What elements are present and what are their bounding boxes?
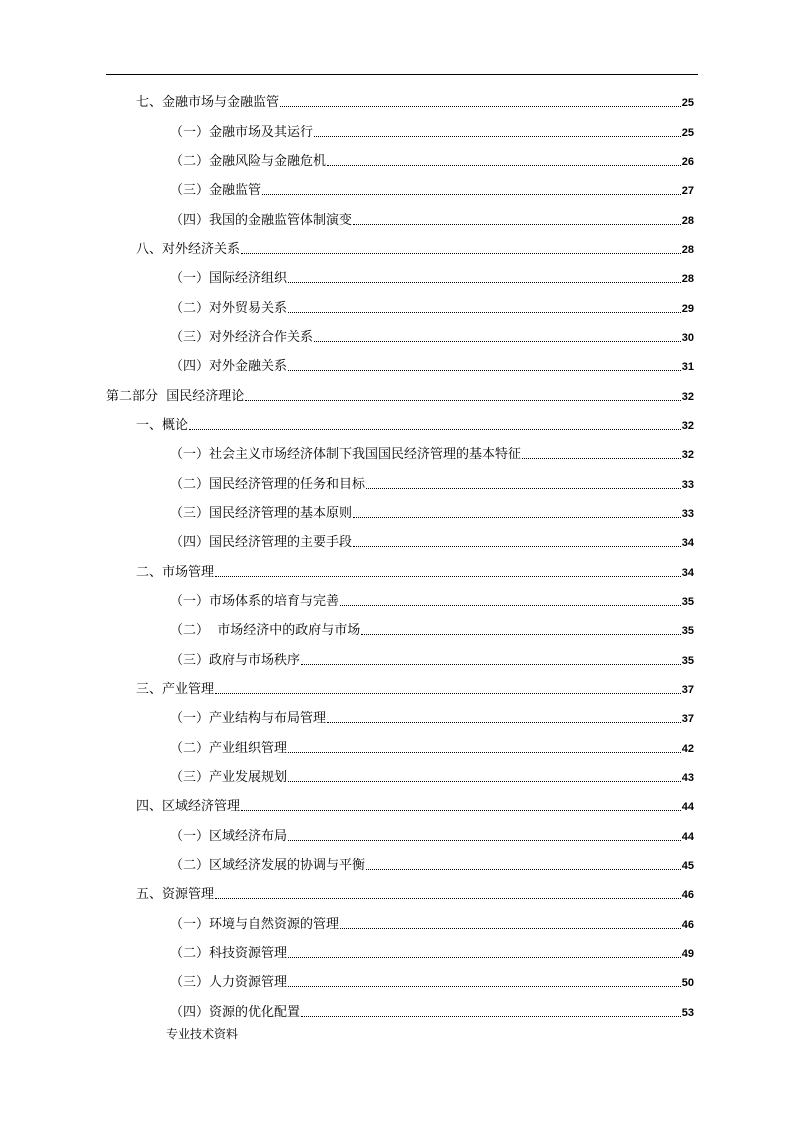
toc-page-number: 46: [681, 918, 694, 931]
toc-entry[interactable]: [0, 229, 794, 258]
toc-entry[interactable]: [0, 903, 794, 932]
toc-dot-leader: [314, 136, 681, 137]
toc-entry[interactable]: [0, 991, 794, 1020]
toc-page-number: 31: [681, 361, 694, 374]
toc-entry[interactable]: [0, 727, 794, 756]
toc-entry-title: （三）人力资源管理: [170, 975, 288, 991]
toc-page-number: 28: [681, 214, 694, 227]
toc-dot-leader: [340, 605, 681, 606]
toc-page-number: 50: [681, 977, 694, 990]
toc-page-number: 42: [681, 742, 694, 755]
toc-page-number: 25: [681, 97, 694, 110]
toc-dot-leader: [288, 957, 681, 958]
toc-entry[interactable]: [0, 669, 794, 698]
toc-page-number: 33: [681, 478, 694, 491]
toc-dot-leader: [288, 752, 681, 753]
toc-entry-title: （三）国民经济管理的基本原则: [170, 505, 353, 521]
toc-entry-title: （四）国民经济管理的主要手段: [170, 535, 353, 551]
toc-dot-leader: [215, 576, 681, 577]
toc-entry-title: （一）国际经济组织: [170, 271, 288, 287]
toc-entry-title: （一）区域经济布局: [170, 828, 288, 844]
toc-entry[interactable]: [0, 786, 794, 815]
toc-page-number: 53: [681, 1006, 694, 1019]
toc-entry[interactable]: [0, 199, 794, 228]
toc-entry[interactable]: [0, 639, 794, 668]
toc-dot-leader: [366, 869, 681, 870]
toc-page-number: 34: [681, 566, 694, 579]
toc-entry[interactable]: [0, 170, 794, 199]
toc-entry-title: （一）环境与自然资源的管理: [170, 916, 340, 932]
toc-page-number: 27: [681, 185, 694, 198]
toc-page-number: 35: [681, 595, 694, 608]
toc-entry[interactable]: [0, 463, 794, 492]
toc-entry[interactable]: [0, 933, 794, 962]
toc-dot-leader: [361, 634, 680, 635]
toc-entry[interactable]: [0, 581, 794, 610]
toc-dot-leader: [241, 253, 681, 254]
toc-entry-title: （二） 市场经济中的政府与市场: [170, 623, 361, 639]
toc-entry-title: 第二部分 国民经济理论: [106, 388, 245, 404]
toc-dot-leader: [353, 546, 681, 547]
toc-entry[interactable]: [0, 845, 794, 874]
toc-entry-title: 一、概论: [136, 417, 189, 433]
toc-entry[interactable]: [0, 551, 794, 580]
toc-page-number: 35: [681, 654, 694, 667]
toc-entry[interactable]: [0, 111, 794, 140]
toc-dot-leader: [288, 312, 681, 313]
toc-entry[interactable]: [0, 874, 794, 903]
toc-entry[interactable]: [0, 82, 794, 111]
toc-entry-title: （一）产业结构与布局管理: [170, 711, 327, 727]
toc-entry-title: 三、产业管理: [136, 681, 215, 697]
toc-entry-title: （三）产业发展规划: [170, 769, 288, 785]
table-of-contents: [0, 82, 794, 1021]
toc-entry-title: 七、金融市场与金融监管: [136, 95, 280, 111]
toc-dot-leader: [288, 781, 681, 782]
toc-entry-title: （四）对外金融关系: [170, 359, 288, 375]
toc-dot-leader: [280, 106, 681, 107]
toc-page-number: 32: [681, 390, 694, 403]
toc-entry[interactable]: [0, 346, 794, 375]
toc-entry-title: （二）金融风险与金融危机: [170, 153, 327, 169]
toc-dot-leader: [241, 810, 681, 811]
toc-dot-leader: [340, 928, 681, 929]
toc-page-number: 34: [681, 537, 694, 550]
toc-page-number: 29: [681, 302, 694, 315]
toc-entry[interactable]: [0, 405, 794, 434]
toc-entry[interactable]: [0, 375, 794, 404]
toc-page-number: 44: [681, 830, 694, 843]
toc-dot-leader: [314, 341, 681, 342]
toc-entry-title: （四）我国的金融监管体制演变: [170, 212, 353, 228]
toc-page-number: 26: [681, 155, 694, 168]
toc-entry[interactable]: [0, 610, 794, 639]
toc-entry[interactable]: [0, 317, 794, 346]
toc-entry[interactable]: [0, 287, 794, 316]
toc-dot-leader: [215, 693, 681, 694]
toc-entry-title: 五、资源管理: [136, 887, 215, 903]
toc-dot-leader: [189, 429, 681, 430]
header-rule: [106, 74, 698, 75]
toc-entry-title: （一）金融市场及其运行: [170, 124, 314, 140]
toc-dot-leader: [215, 898, 681, 899]
toc-dot-leader: [262, 194, 681, 195]
toc-entry-title: （一）市场体系的培育与完善: [170, 593, 340, 609]
toc-page-number: 30: [681, 331, 694, 344]
toc-page-number: 28: [681, 273, 694, 286]
toc-page-number: 33: [681, 507, 694, 520]
toc-page-number: 46: [681, 889, 694, 902]
toc-dot-leader: [301, 1016, 681, 1017]
toc-entry-title: （二）对外贸易关系: [170, 300, 288, 316]
toc-entry-title: （二）区域经济发展的协调与平衡: [170, 857, 366, 873]
toc-entry-title: （三）对外经济合作关系: [170, 329, 314, 345]
toc-entry[interactable]: [0, 258, 794, 287]
toc-entry[interactable]: [0, 757, 794, 786]
toc-entry-title: （二）国民经济管理的任务和目标: [170, 476, 366, 492]
toc-entry-title: （二）产业组织管理: [170, 740, 288, 756]
toc-entry[interactable]: [0, 493, 794, 522]
toc-entry-title: 四、区域经济管理: [136, 799, 241, 815]
toc-page-number: 28: [681, 243, 694, 256]
toc-entry-title: （一）社会主义市场经济体制下我国国民经济管理的基本特征: [170, 447, 522, 463]
toc-entry-title: （三）政府与市场秩序: [170, 652, 301, 668]
toc-page-number: 45: [681, 859, 694, 872]
toc-dot-leader: [366, 488, 681, 489]
toc-page-number: 32: [681, 449, 694, 462]
toc-entry[interactable]: [0, 434, 794, 463]
toc-page-number: 37: [681, 683, 694, 696]
toc-dot-leader: [522, 458, 681, 459]
footer-note: 专业技术资料: [166, 1027, 239, 1041]
toc-dot-leader: [301, 664, 681, 665]
toc-entry[interactable]: [0, 698, 794, 727]
toc-entry-title: （三）金融监管: [170, 183, 262, 199]
toc-dot-leader: [327, 722, 681, 723]
toc-dot-leader: [245, 400, 680, 401]
toc-dot-leader: [288, 370, 681, 371]
toc-dot-leader: [288, 840, 681, 841]
toc-entry[interactable]: [0, 815, 794, 844]
toc-page-number: 49: [681, 947, 694, 960]
toc-entry-title: （二）科技资源管理: [170, 945, 288, 961]
toc-page-number: 37: [681, 713, 694, 726]
toc-dot-leader: [288, 282, 681, 283]
toc-page-number: 44: [681, 801, 694, 814]
toc-dot-leader: [288, 986, 681, 987]
toc-dot-leader: [353, 224, 681, 225]
toc-dot-leader: [353, 517, 681, 518]
toc-page-number: 35: [681, 625, 694, 638]
toc-entry-title: 八、对外经济关系: [136, 241, 241, 257]
toc-dot-leader: [327, 165, 681, 166]
toc-page-number: 32: [681, 419, 694, 432]
toc-entry[interactable]: [0, 962, 794, 991]
toc-entry-title: （四）资源的优化配置: [170, 1004, 301, 1020]
toc-entry[interactable]: [0, 141, 794, 170]
toc-entry[interactable]: [0, 522, 794, 551]
toc-entry-title: 二、市场管理: [136, 564, 215, 580]
toc-page-number: 43: [681, 771, 694, 784]
toc-page-number: 25: [681, 126, 694, 139]
